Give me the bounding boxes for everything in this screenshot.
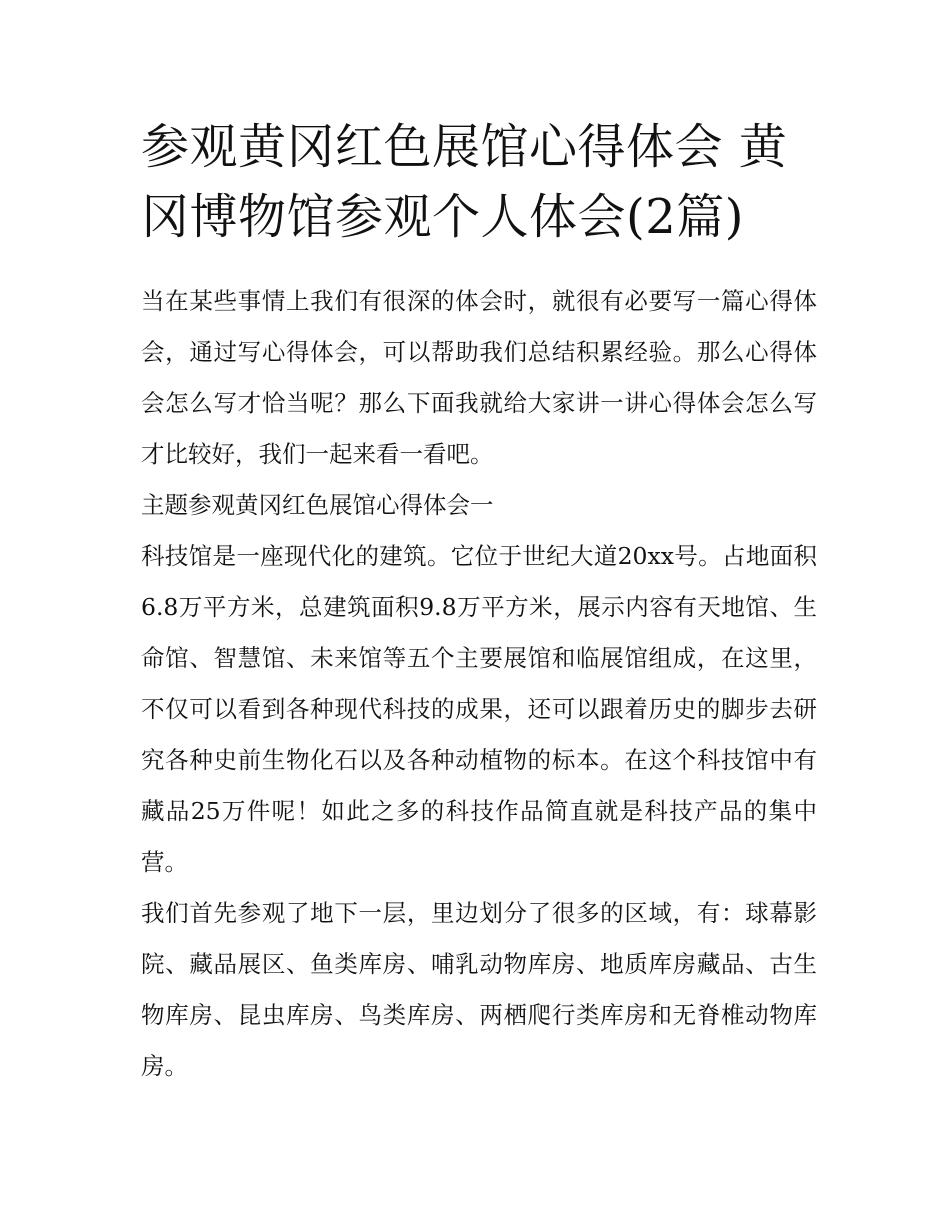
document-page (141, 112, 817, 1092)
body-paragraph: 科技馆是一座现代化的建筑。它位于世纪大道20xx号。占地面积6.8万平方米，总建筑面积9.8万平方米，展示内容有天地馆、生命馆、智慧馆、未来馆等五个主要展馆和临展馆组成，在这里，不仅可以看到各种现代科技的成果，还可以跟着历史的脚步去研究各种史前生物化石以及各种动植物的标本。在这个科技馆中有藏品25万件呢！如此之多的科技作品简直就是科技产品的集中营。 (141, 542, 817, 876)
intro-paragraph: 当在某些事情上我们有很深的体会时，就很有必要写一篇心得体会，通过写心得体会，可以帮助我们总结积累经验。那么心得体会怎么写才恰当呢？那么下面我就给大家讲一讲心得体会怎么写才比较好，我们一起来看一看吧。 (141, 287, 817, 468)
body-paragraph: 我们首先参观了地下一层，里边划分了很多的区域，有：球幕影院、藏品展区、鱼类库房、哺乳动物库房、地质库房藏品、古生物库房、昆虫库房、鸟类库房、两栖爬行类库房和无脊椎动物库房。 (141, 899, 817, 1080)
section-heading: 主题参观黄冈红色展馆心得体会一 (141, 491, 494, 519)
document-title: 参观黄冈红色展馆心得体会 黄冈博物馆参观个人体会(2篇) (141, 119, 788, 245)
